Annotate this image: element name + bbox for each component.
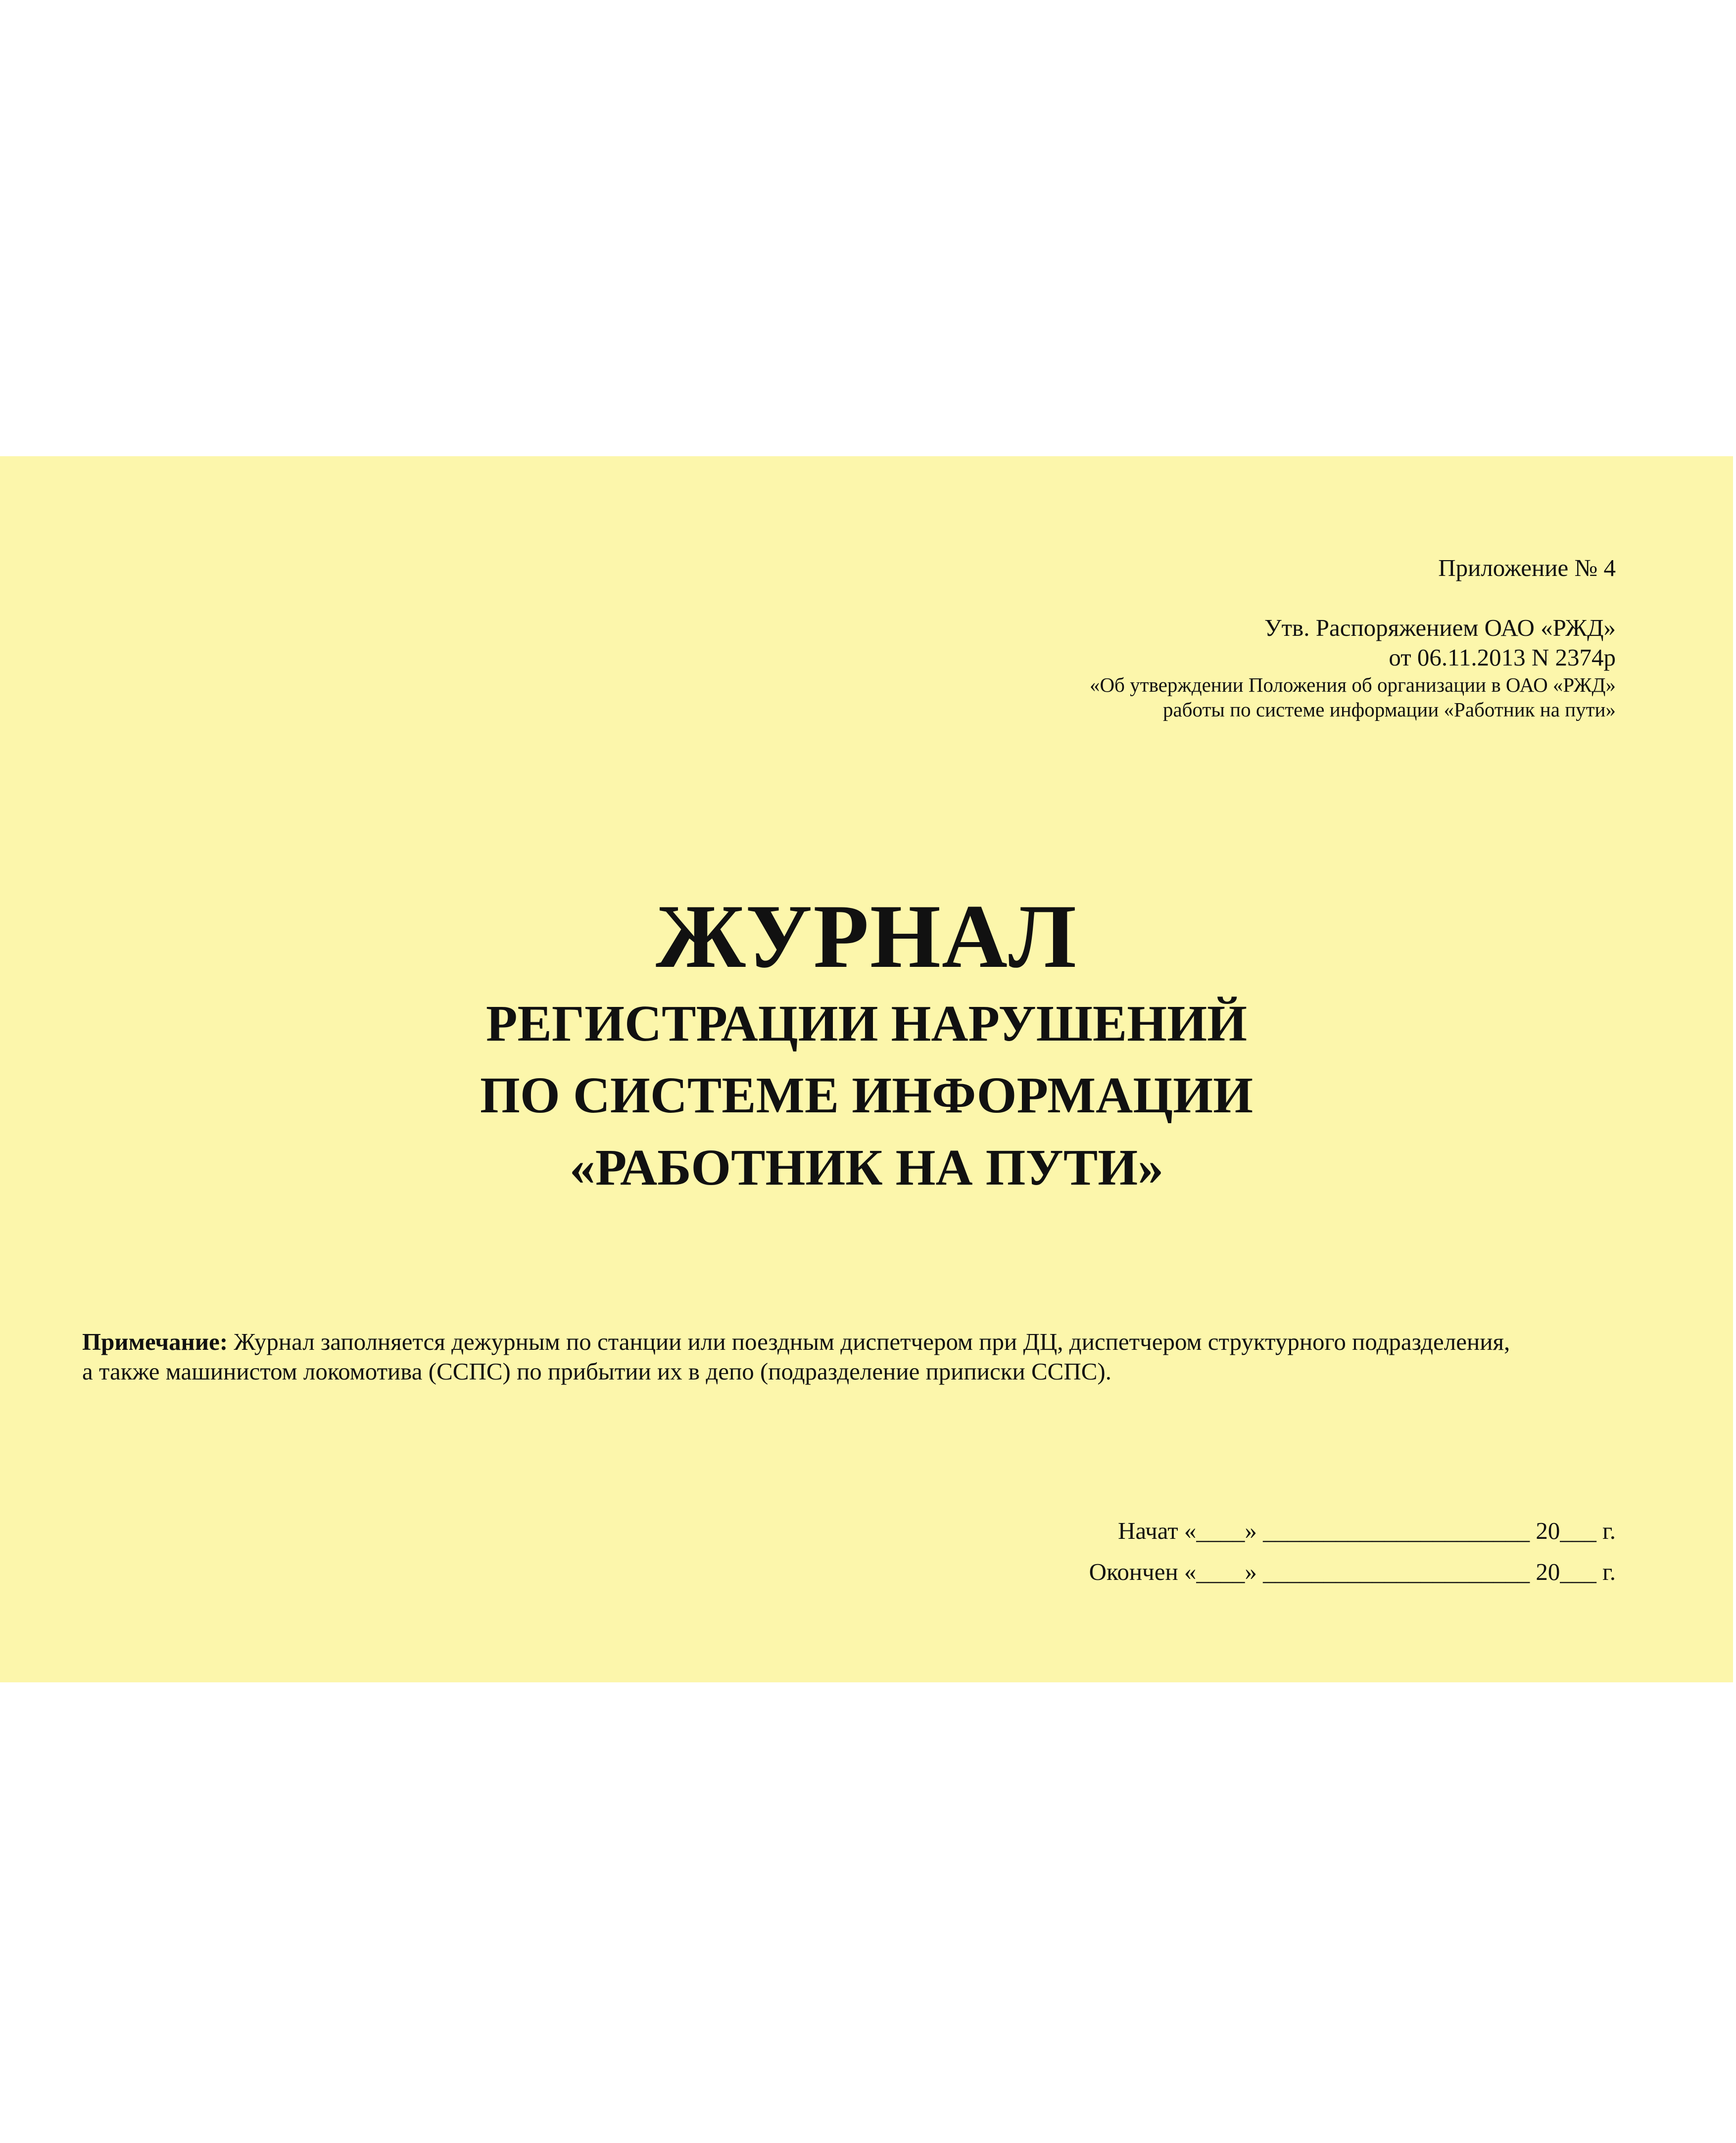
order-subject-line2: работы по системе информации «Работник на пути» <box>1162 698 1616 721</box>
journal-title: ЖУРНАЛ <box>656 886 1077 987</box>
end-date-line: Окончен «____» ______________________ 20___ г. <box>1089 1558 1616 1585</box>
order-date: от 06.11.2013 N 2374р <box>1389 644 1616 671</box>
journal-subtitle-line2: ПО СИСТЕМЕ ИНФОРМАЦИИ <box>480 1067 1253 1124</box>
note-block <box>82 1327 1510 1386</box>
approved-by: Утв. Распоряжением ОАО «РЖД» <box>1264 614 1616 641</box>
start-date-line: Начат «____» ______________________ 20___ г. <box>1117 1517 1616 1544</box>
journal-cover <box>0 456 1733 1682</box>
journal-subtitle-line3: «РАБОТНИК НА ПУТИ» <box>569 1139 1164 1196</box>
note-text-line1: Журнал заполняется дежурным по станции или поездным диспетчером при ДЦ, диспетчером структурного подразделения, <box>228 1328 1510 1355</box>
note-line1 <box>82 1327 1510 1357</box>
note-text-line2: а также машинистом локомотива (ССПС) по прибытии их в депо (подразделение приписки ССПС). <box>82 1358 1111 1385</box>
annex-number: Приложение № 4 <box>1438 554 1616 581</box>
journal-subtitle-line1: РЕГИСТРАЦИИ НАРУШЕНИЙ <box>486 995 1247 1052</box>
note-label: Примечание: <box>82 1328 228 1355</box>
order-subject-line1: «Об утверждении Положения об организации в ОАО «РЖД» <box>1089 673 1616 696</box>
